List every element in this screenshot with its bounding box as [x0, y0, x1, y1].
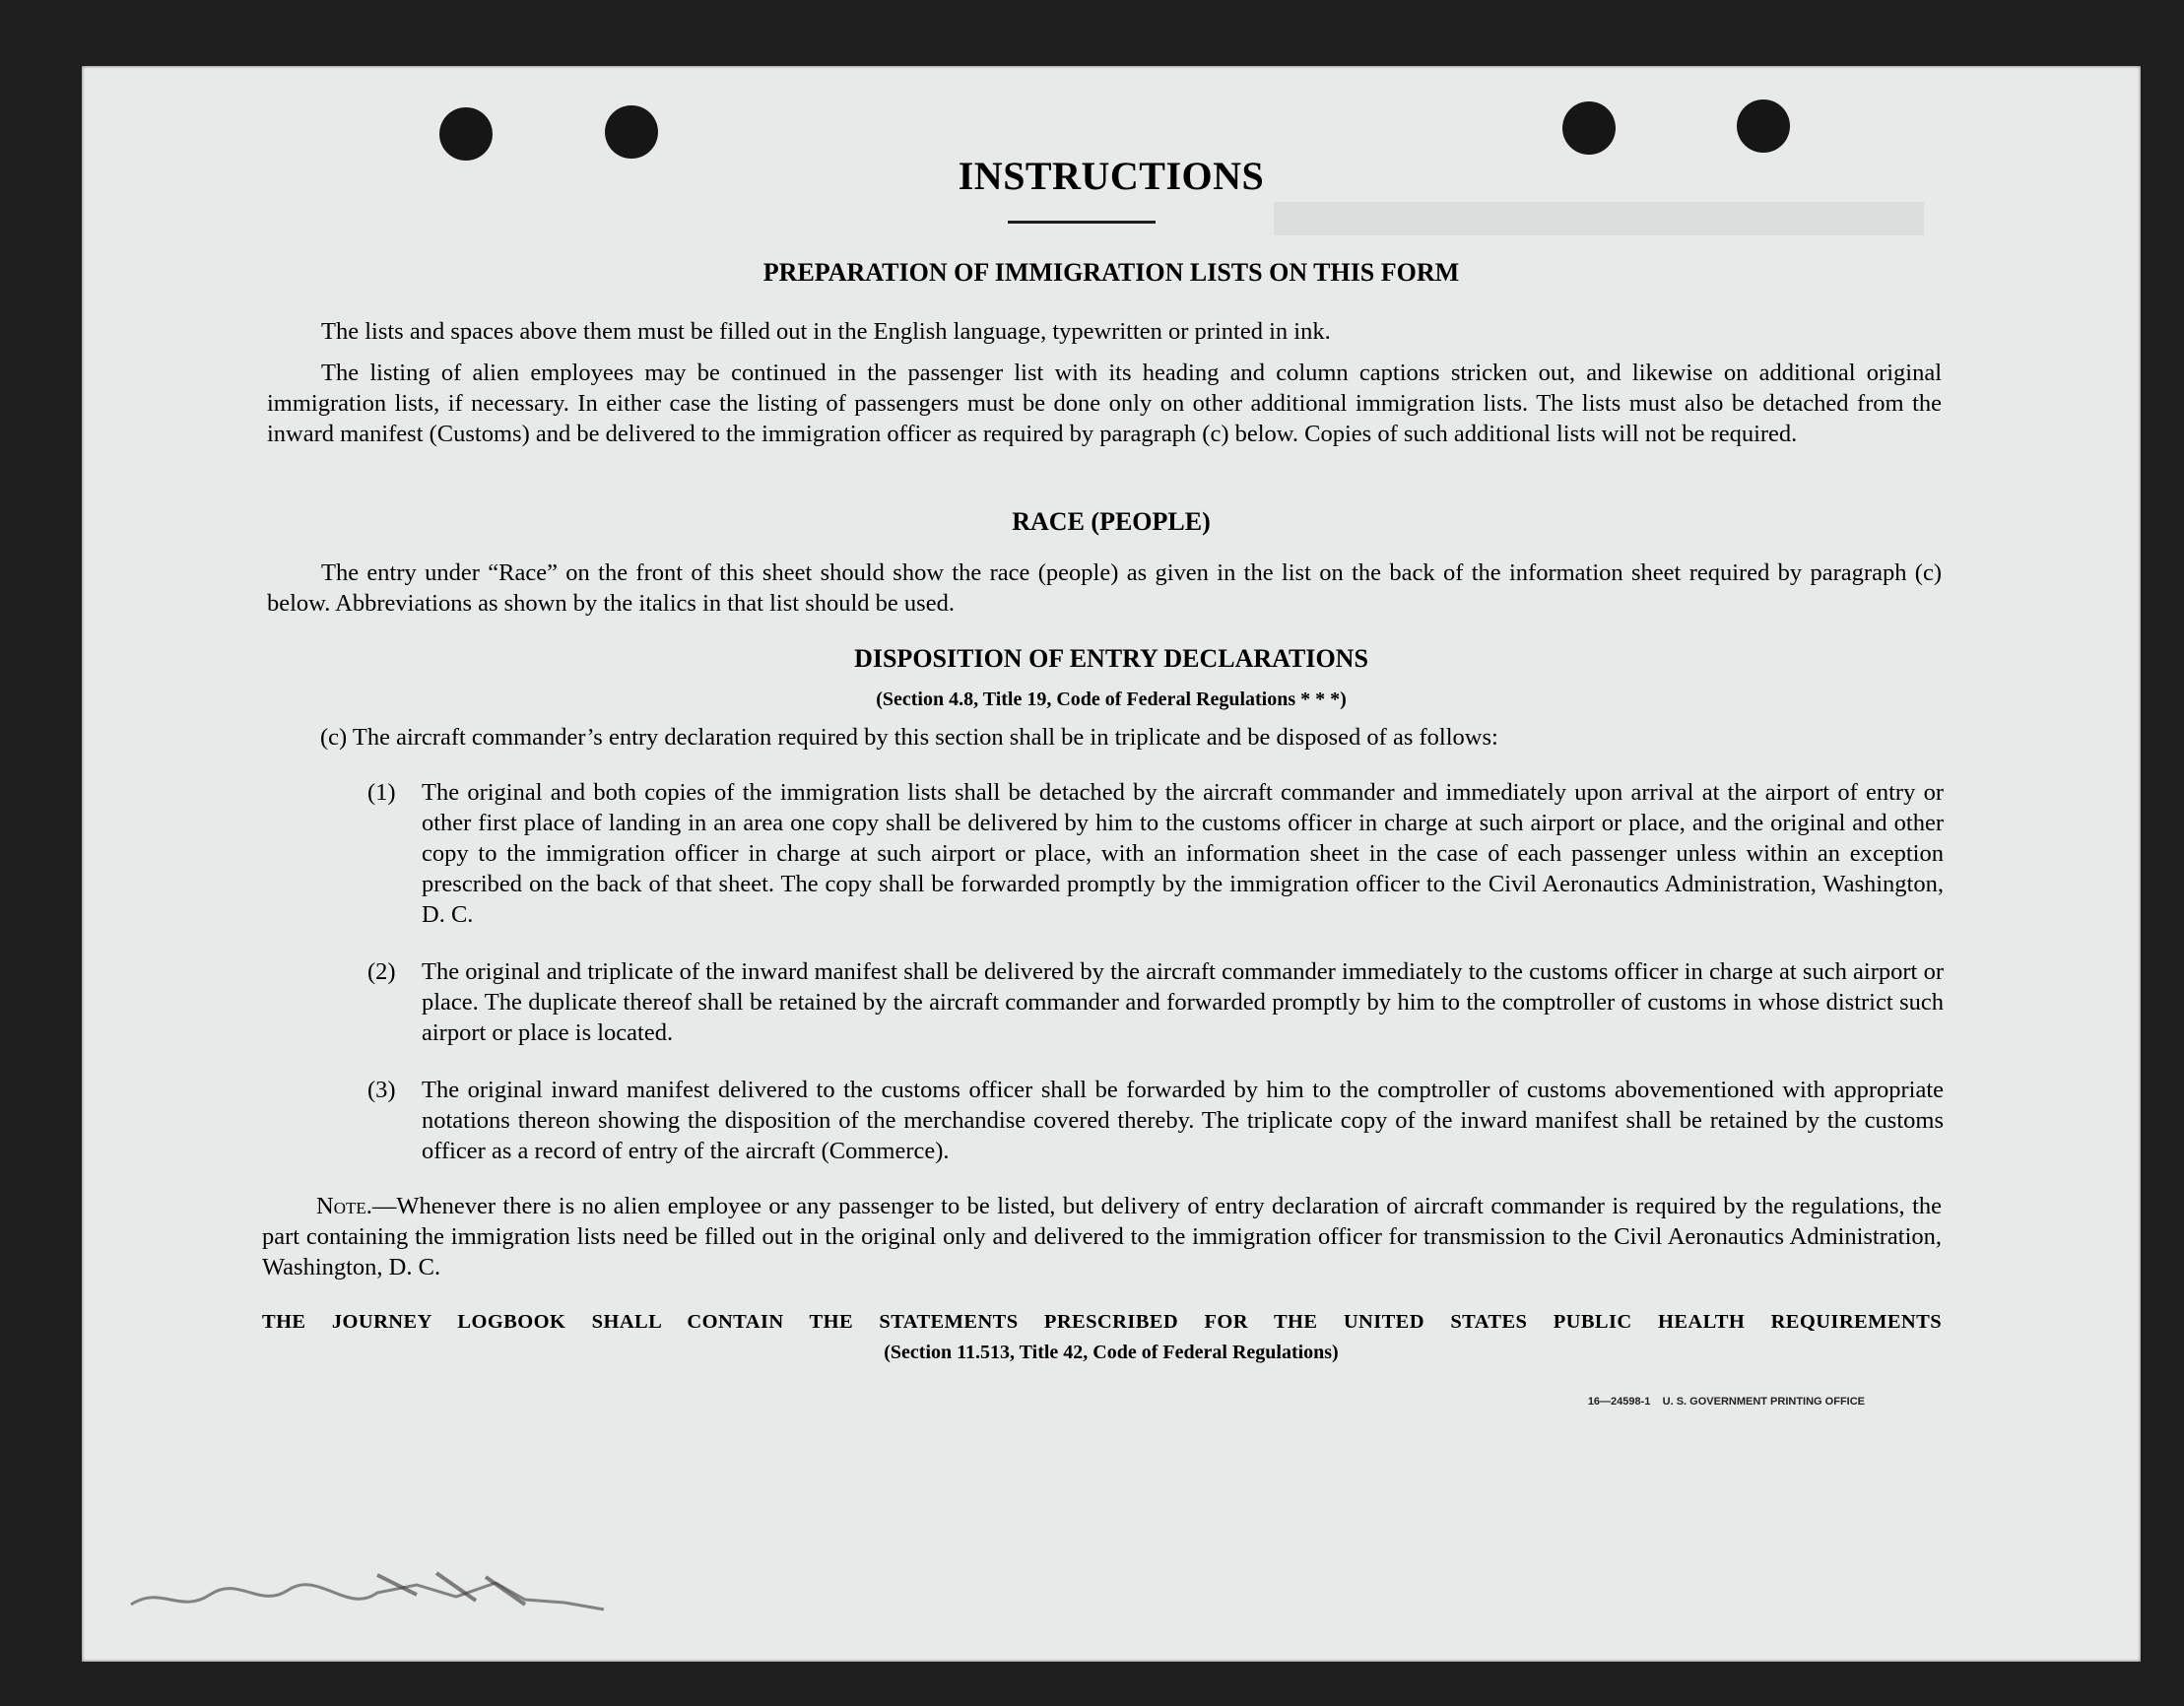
printer-name: U. S. GOVERNMENT PRINTING OFFICE — [1662, 1396, 1865, 1408]
list-item-number: (2) — [367, 958, 396, 985]
document-page — [82, 66, 2141, 1662]
note-paragraph — [262, 1191, 1942, 1282]
form-number: 16—24598-1 — [1587, 1396, 1651, 1408]
list-item-number: (3) — [367, 1077, 396, 1103]
logbook-reference: (Section 11.513, Title 42, Code of Federal Regulations) — [884, 1342, 1339, 1363]
printer-imprint — [1185, 1396, 1865, 1408]
list-item-number: (1) — [367, 779, 396, 806]
punch-hole — [605, 105, 658, 159]
list-item-text: The original and triplicate of the inward manifest shall be delivered by the aircraft commander immediately to the customs officer in charge at such airport or place. The duplicate thereof shall be retained by the aircraft commander and forwarded promptly by him to the comptroller of customs in whose district such airport or place is located. — [422, 958, 1944, 1046]
paragraph-language: The lists and spaces above them must be filled out in the English language, typewritten or printed in ink. — [321, 318, 1331, 345]
note-label: Note. — [316, 1193, 372, 1219]
paragraph-c-lead: (c) The aircraft commander’s entry declaration required by this section shall be in triplicate and be disposed of as follows: — [320, 724, 1498, 751]
paragraph-race: The entry under “Race” on the front of this sheet should show the race (people) as given in the list on the back of the information sheet required by paragraph (c) below. Abbreviations as shown by the italics in that list should be used. — [267, 559, 1942, 617]
list-item-text: The original inward manifest delivered to the customs officer shall be forwarded by him to the comptroller of customs abovementioned with appropriate notations thereon showing the disposition of the merchandise covered thereby. The triplicate copy of the inward manifest shall be retained by the customs officer as a record of entry of the aircraft (Commerce). — [422, 1077, 1944, 1164]
section-heading-race: RACE (PEOPLE) — [1012, 507, 1211, 536]
list-item-text: The original and both copies of the immigration lists shall be detached by the aircraft commander and immediately upon arrival at the airport of entry or other first place of landing in an area one copy shall be delivered by him to the customs officer in charge at such airport or place, and the original and other copy to the immigration officer in charge at such airport or place, with an information sheet in the case of each passenger unless within an exception prescribed on the back of that sheet. The copy shall be forwarded promptly by the immigration officer to the Civil Aeronautics Administration, Washington, D. C. — [422, 779, 1944, 928]
page-title: INSTRUCTIONS — [958, 154, 1265, 198]
section-heading-preparation: PREPARATION OF IMMIGRATION LISTS ON THIS FORM — [762, 258, 1460, 287]
section-heading-disposition: DISPOSITION OF ENTRY DECLARATIONS — [854, 644, 1368, 673]
logbook-statement: THE JOURNEY LOGBOOK SHALL CONTAIN THE STATEMENTS PRESCRIBED FOR THE UNITED STATES PUBLIC HEALTH REQUIREMENTS — [262, 1311, 1942, 1333]
list-item — [367, 777, 1944, 930]
list-item — [367, 956, 1944, 1048]
signature-scribble — [121, 1555, 633, 1634]
title-underline — [1008, 221, 1156, 224]
list-item — [367, 1075, 1944, 1166]
section-reference: (Section 4.8, Title 19, Code of Federal Regulations * * *) — [876, 689, 1347, 710]
note-text: —Whenever there is no alien employee or any passenger to be listed, but delivery of entry declaration of aircraft commander is required by the regulations, the part containing the immigration lists need be filled out in the original only and delivered to the immigration officer for transmission to the Civil Aeronautics Administration, Washington, D. C. — [262, 1193, 1942, 1280]
punch-hole — [1562, 101, 1616, 155]
punch-hole — [1737, 99, 1790, 153]
paragraph-alien-employees: The listing of alien employees may be continued in the passenger list with its heading and column captions stricken out, and likewise on additional original immigration lists, if necessary. In either case the listing of passengers must be done only on other additional immigration lists. The lists must also be detached from the inward manifest (Customs) and be delivered to the immigration officer as required by paragraph (c) below. Copies of such additional lists will not be required. — [267, 360, 1942, 447]
bleed-through-shading — [1274, 202, 1924, 235]
